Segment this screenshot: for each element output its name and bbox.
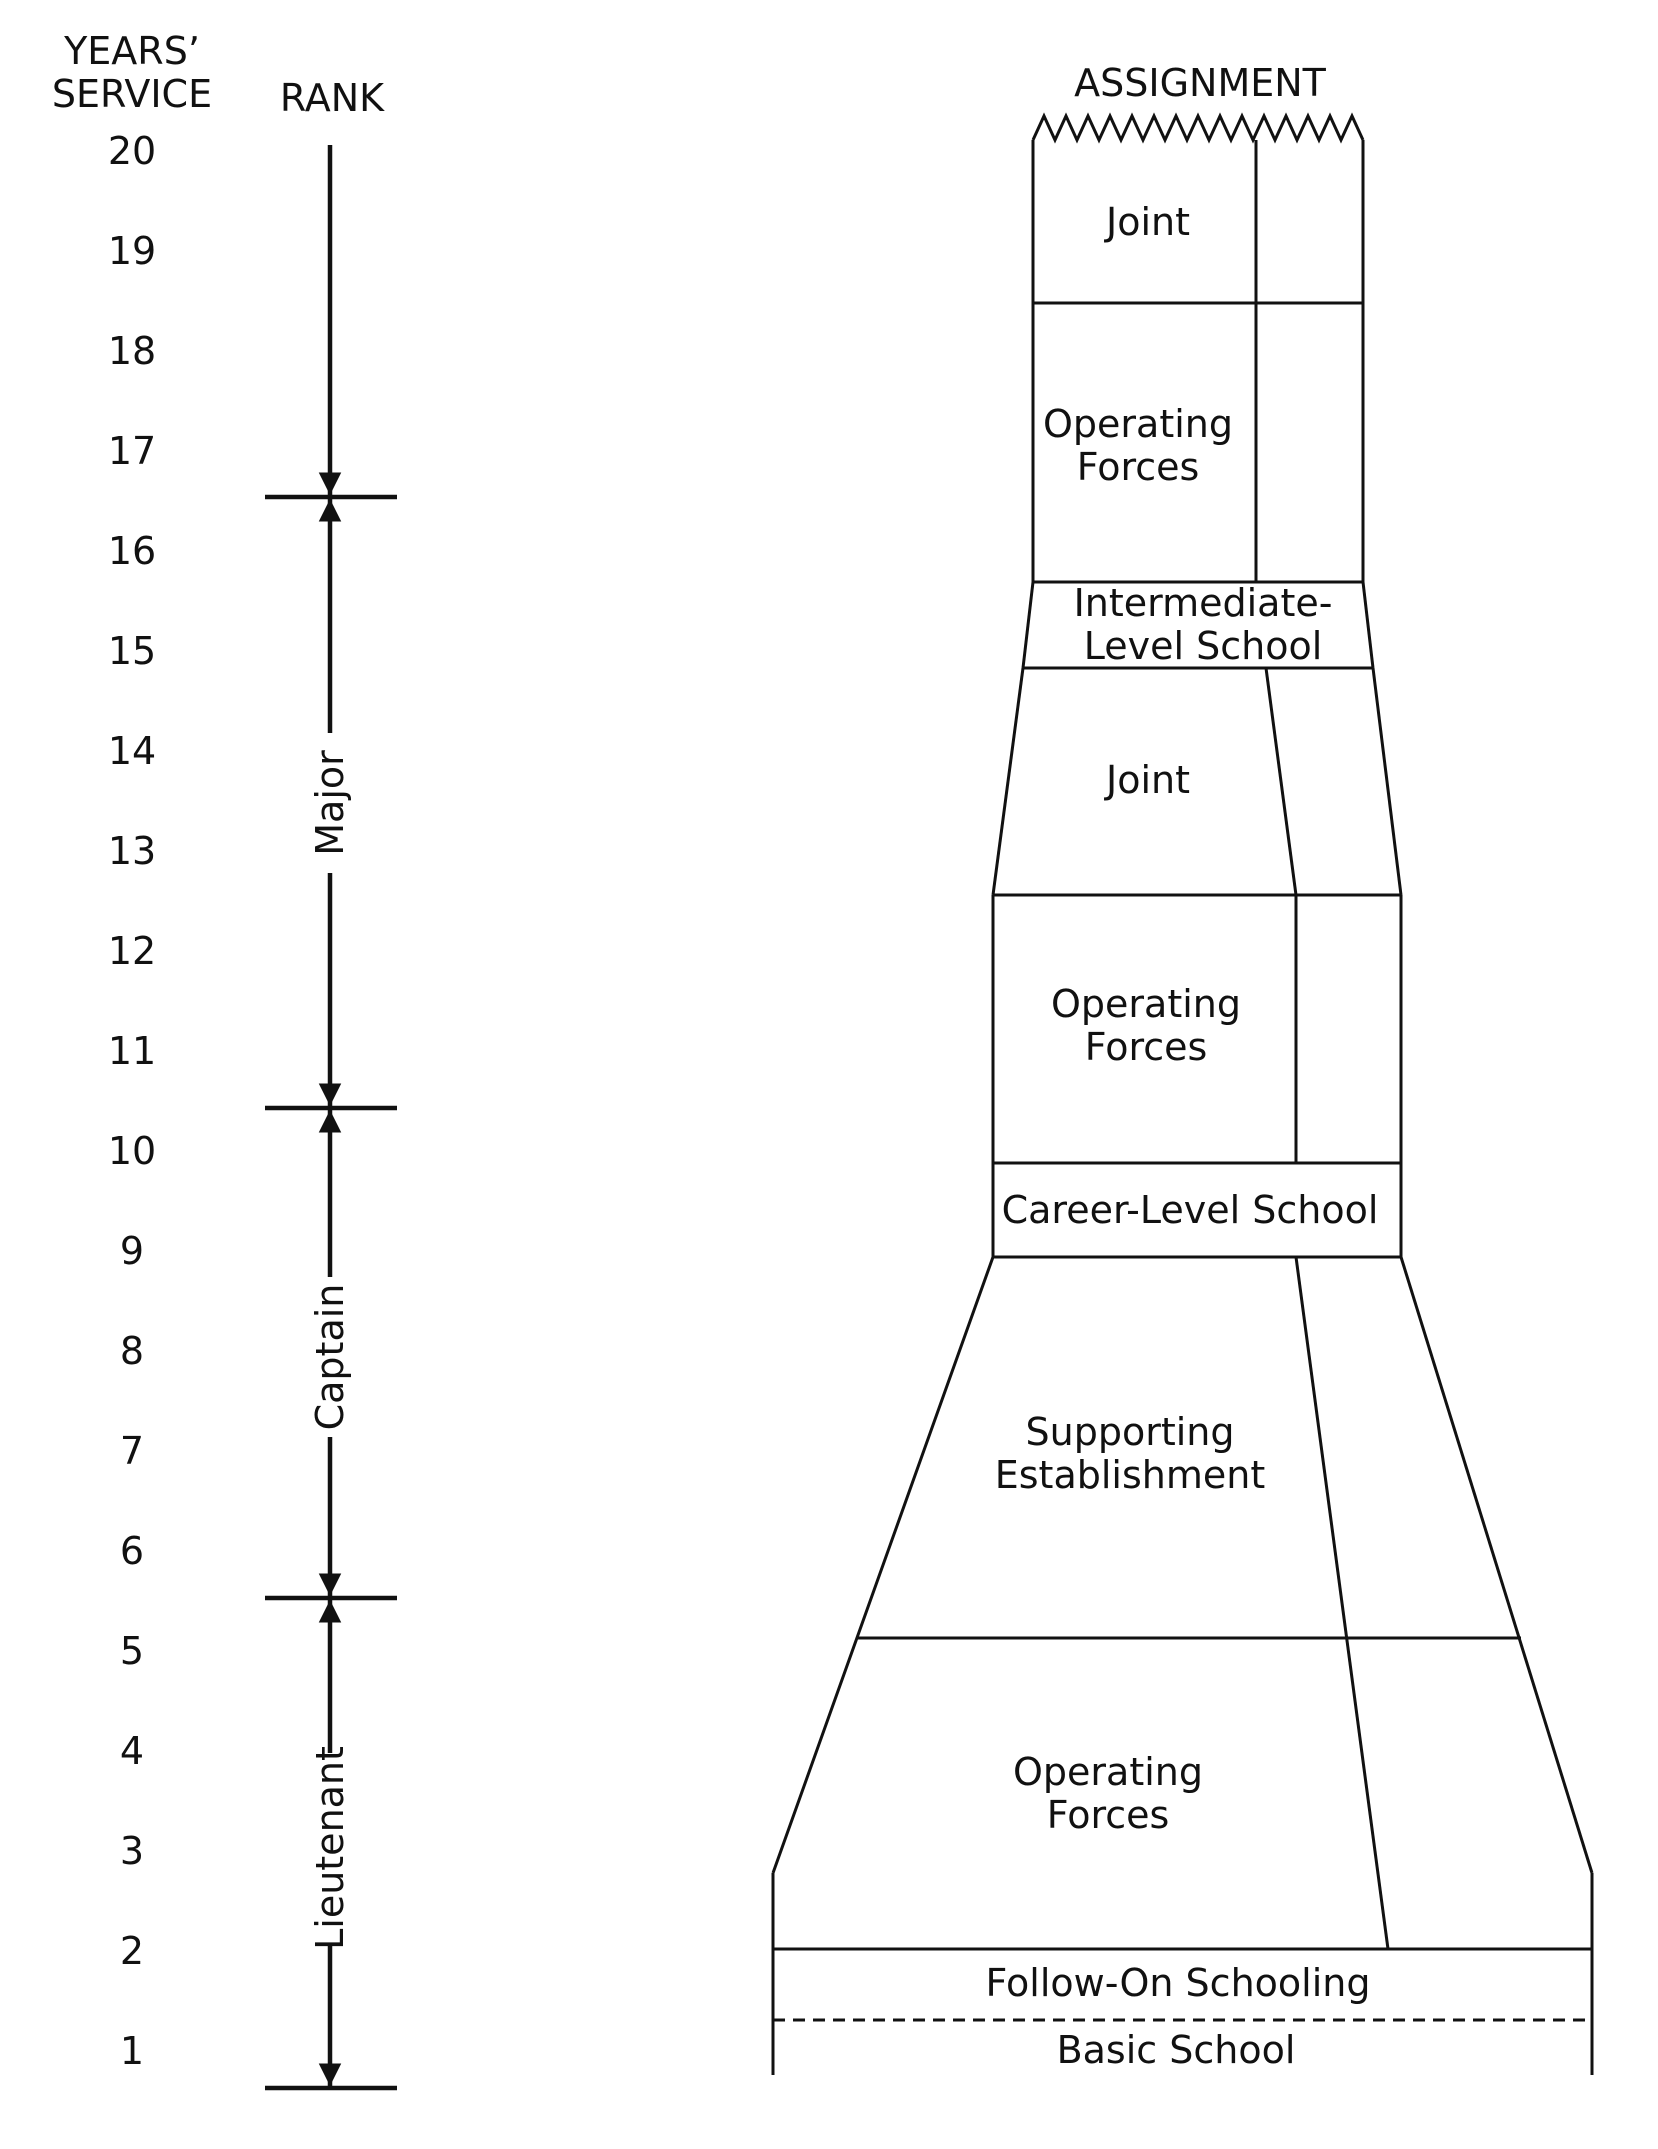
year-label: 15: [107, 629, 157, 673]
assignment-joint-mid: Joint: [1106, 758, 1190, 802]
year-label: 10: [107, 1129, 157, 1173]
year-label: 20: [107, 129, 157, 173]
rank-header: RANK: [279, 76, 385, 120]
tower-zigzag-top: [1033, 116, 1363, 140]
year-label: 6: [119, 1529, 145, 1573]
assignment-operating-forces-top-line2: Forces: [1076, 445, 1200, 489]
assignment-header: ASSIGNMENT: [1074, 61, 1326, 105]
tower-edge: [1373, 668, 1401, 895]
years-service-header-line1: YEARS’: [64, 29, 200, 73]
year-label: 11: [107, 1029, 157, 1073]
tower-divider: [1296, 1257, 1388, 1949]
assignment-joint-top: Joint: [1106, 200, 1190, 244]
year-label: 16: [107, 529, 157, 573]
years-column: [108, 129, 156, 2073]
tower-edge: [993, 668, 1023, 895]
year-label: 19: [107, 229, 157, 273]
years-service-header-line2: SERVICE: [51, 72, 213, 116]
year-label: 4: [119, 1729, 145, 1773]
rank-label-captain: Captain: [308, 1283, 352, 1431]
assignment-operating-forces-low-line2: Forces: [1046, 1793, 1170, 1837]
assignment-intermediate-school: Intermediate-: [1073, 581, 1333, 625]
assignment-follow-on-schooling: Follow-On Schooling: [985, 1961, 1371, 2005]
year-label: 14: [107, 729, 157, 773]
year-label: 7: [119, 1429, 145, 1473]
year-label: 1: [119, 2029, 145, 2073]
year-label: 8: [119, 1329, 145, 1373]
year-label: 2: [119, 1929, 145, 1973]
year-label: 9: [119, 1229, 145, 1273]
assignment-career-school: Career-Level School: [1001, 1188, 1379, 1232]
assignment-operating-forces-top: Operating: [1043, 402, 1233, 446]
rank-label-lieutenant: Lieutenant: [308, 1746, 352, 1950]
tower-edge: [1023, 582, 1033, 668]
assignment-supporting-establishment: Supporting: [1025, 1410, 1235, 1454]
rank-label-major: Major: [308, 750, 352, 856]
assignment-intermediate-school-line2: Level School: [1083, 624, 1323, 668]
year-label: 5: [119, 1629, 145, 1673]
assignment-operating-forces-mid-line2: Forces: [1084, 1025, 1208, 1069]
year-label: 18: [107, 329, 157, 373]
tower-divider: [1266, 668, 1296, 895]
tower-edge: [1401, 1257, 1592, 1873]
assignment-supporting-establishment-line2: Establishment: [994, 1453, 1266, 1497]
tower-edge: [773, 1257, 993, 1873]
assignment-tower: [773, 116, 1592, 2075]
year-label: 17: [107, 429, 157, 473]
assignment-operating-forces-mid: Operating: [1051, 982, 1241, 1026]
rank-column: [265, 145, 397, 2088]
year-label: 12: [107, 929, 157, 973]
assignment-basic-school: Basic School: [1056, 2028, 1296, 2072]
assignment-operating-forces-low: Operating: [1013, 1750, 1203, 1794]
year-label: 3: [119, 1829, 145, 1873]
year-label: 13: [107, 829, 157, 873]
tower-edge: [1363, 582, 1373, 668]
